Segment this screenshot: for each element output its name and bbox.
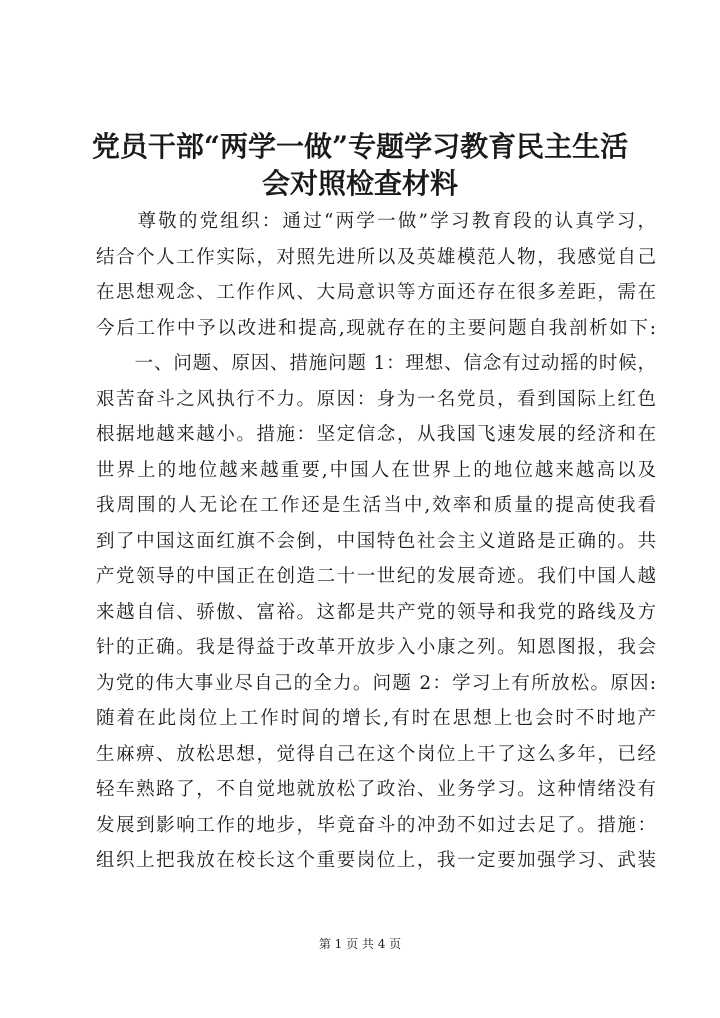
body-line: 生麻痹、放松思想，觉得自己在这个岗位上干了这么多年，已经: [96, 743, 656, 765]
body-line: 世界上的地位越来越重要,中国人在世界上的地位越来越高以及: [96, 459, 656, 481]
body-line: 一、问题、原因、措施问题 1：理想、信念有过动摇的时候，: [96, 353, 656, 374]
body-line: 产党领导的中国正在创造二十一世纪的发展奇迹。我们中国人越: [96, 566, 656, 587]
document-title: [40, 128, 680, 202]
body-line: 针的正确。我是得益于改革开放步入小康之列。知恩图报，我会: [96, 637, 656, 658]
body-line: 根据地越来越小。措施：坚定信念，从我国飞速发展的经济和在: [96, 424, 656, 445]
body-line: 来越自信、骄傲、富裕。这都是共产党的领导和我党的路线及方: [96, 601, 656, 623]
body-line: 组织上把我放在校长这个重要岗位上，我一定要加强学习、武装: [96, 850, 656, 871]
body-line: 到了中国这面红旗不会倒，中国特色社会主义道路是正确的。共: [96, 530, 656, 552]
body-line: 轻车熟路了，不自觉地就放松了政治、业务学习。这种情绪没有: [96, 779, 656, 800]
body-line: 在思想观念、工作作风、大局意识等方面还存在很多差距，需在: [96, 282, 656, 303]
document-body: [96, 204, 656, 879]
body-line: 艰苦奋斗之风执行不力。原因：身为一名党员，看到国际上红色: [96, 388, 656, 410]
body-line: 尊敬的党组织：通过“两学一做”学习教育段的认真学习，: [96, 211, 656, 232]
body-line: 发展到影响工作的地步，毕竟奋斗的冲劲不如过去足了。措施：: [96, 814, 656, 836]
body-line: 随着在此岗位上工作时间的增长,有时在思想上也会时不时地产: [96, 708, 656, 729]
body-line: 为党的伟大事业尽自己的全力。问题 2：学习上有所放松。原因:: [96, 672, 656, 694]
page-number-footer: 第 1 页 共 4 页: [318, 937, 402, 951]
title-line: 会对照检查材料: [261, 167, 458, 200]
body-line: 结合个人工作实际，对照先进所以及英雄模范人物，我感觉自己: [96, 246, 656, 268]
body-line: 我周围的人无论在工作还是生活当中,效率和质量的提高使我看: [96, 495, 656, 516]
title-line: 党员干部“两学一做”专题学习教育民主生活: [91, 130, 629, 163]
body-line: 今后工作中予以改进和提高,现就存在的主要问题自我剖析如下:: [96, 317, 656, 339]
